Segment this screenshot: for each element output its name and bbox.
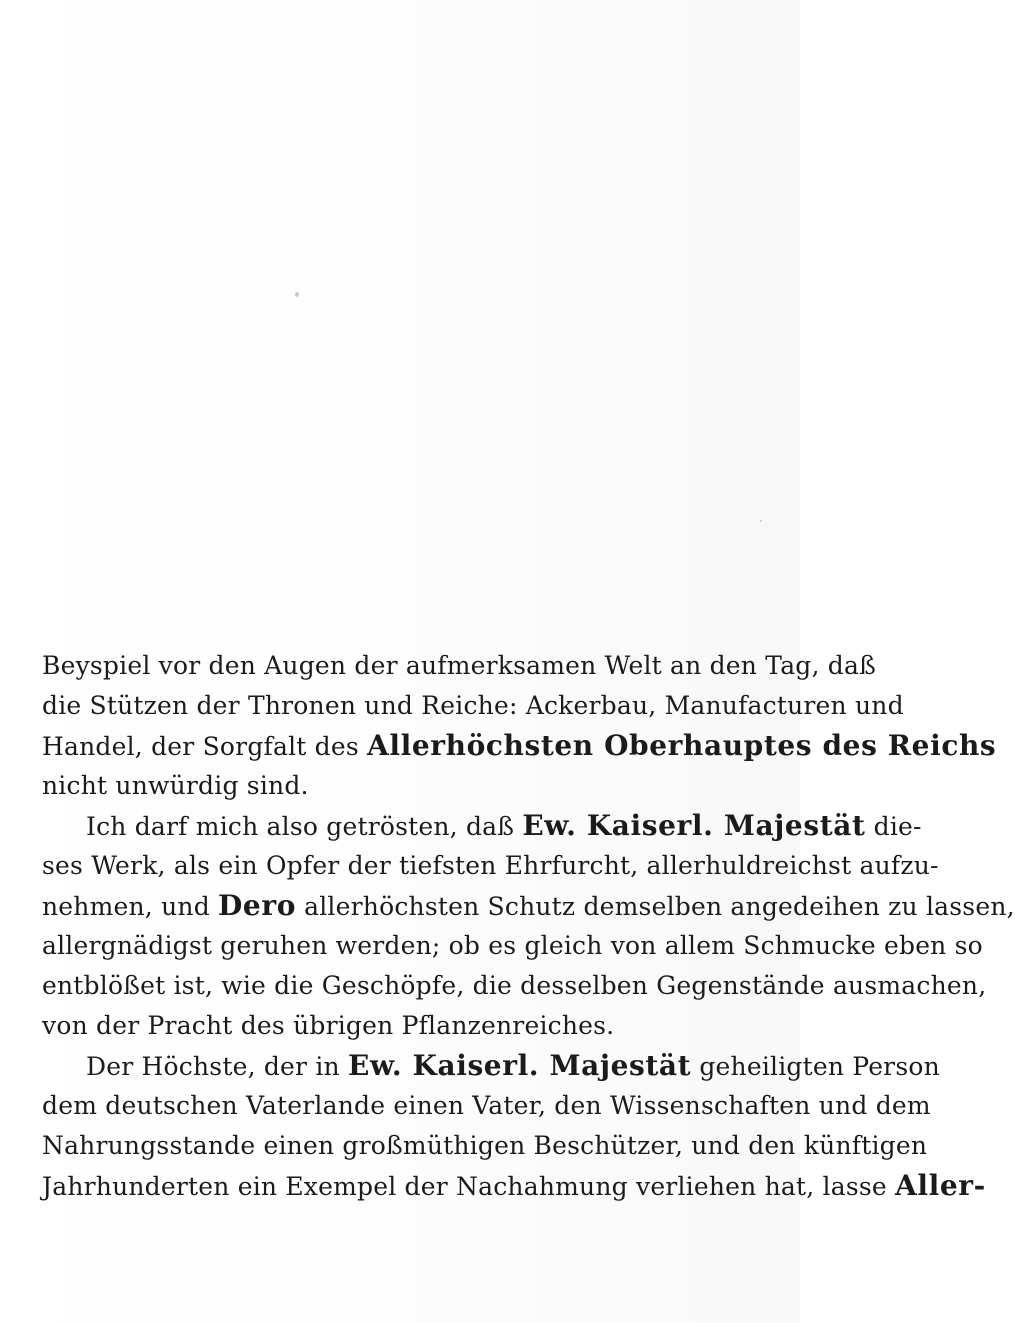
text-run: nicht unwürdig sind. [42,771,309,800]
text-run: die Stützen der Thronen und Reiche: Ackerbau, Manufacturen und [42,691,904,720]
paragraph-3 [42,1046,986,1206]
text-run: ses Werk, als ein Opfer der tiefsten Ehrfurcht, allerhuldreichst aufzu- [42,851,939,880]
text-run: allerhöchsten Schutz demselben angedeihen zu lassen, [295,892,1015,921]
emphasized-title: Dero [218,889,296,922]
text-run: von der Pracht des übrigen Pflanzenreiches. [42,1011,615,1040]
body-text [42,646,1015,1206]
text-line [42,1166,986,1206]
text-line [42,1006,772,1046]
text-line [42,646,876,686]
paper-speck [760,520,762,522]
text-line [42,886,1015,926]
text-run: nehmen, und [42,892,219,921]
text-line [42,926,983,966]
emphasized-title: Ew. Kaiserl. Majestät [348,1049,692,1082]
text-line [42,1086,931,1126]
text-run: Handel, der Sorgfalt des [42,732,368,761]
text-line [42,686,904,726]
text-run: geheiligten Person [691,1052,940,1081]
text-run: Ich darf mich also getrösten, daß [86,812,523,841]
text-line [42,726,997,766]
text-run: dem deutschen Vaterlande einen Vater, den Wissenschaften und dem [42,1091,931,1120]
text-line [42,846,939,886]
text-line [42,806,922,846]
paper-speck [295,292,299,297]
text-run: allergnädigst geruhen werden; ob es gleich von allem Schmucke eben so [42,931,983,960]
text-run: Beyspiel vor den Augen der aufmerksamen Welt an den Tag, daß [42,651,876,680]
emphasized-title: Allerhöchsten Oberhauptes des Reichs [367,729,997,762]
text-line [42,966,987,1006]
text-run: Nahrungsstande einen großmüthigen Beschützer, und den künftigen [42,1131,928,1160]
paragraph-1 [42,646,997,806]
text-run: die- [865,812,922,841]
text-line [42,1046,940,1086]
emphasized-title: Ew. Kaiserl. Majestät [522,809,866,842]
paragraph-2 [42,806,1015,1046]
emphasized-title: Aller- [895,1169,986,1202]
text-run: Der Höchste, der in [86,1052,348,1081]
text-run: entblößet ist, wie die Geschöpfe, die desselben Gegenstände ausmachen, [42,971,987,1000]
text-line [42,1126,928,1166]
text-run: Jahrhunderten ein Exempel der Nachahmung verliehen hat, lasse [42,1172,896,1201]
text-line [42,766,772,806]
